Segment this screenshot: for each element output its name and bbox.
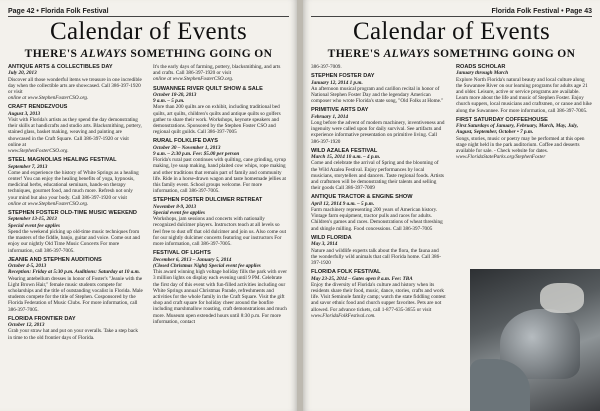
event-title: STEPHEN FOSTER DULCIMER RETREAT bbox=[153, 197, 263, 204]
event-title: FLORIDA FOLK FESTIVAL bbox=[311, 269, 381, 276]
event-description: Come and celebrate the arrival of Spring and the blooming of the Wild Azalea Festival. Enjoy performances by local musicians, storytellers and dancers. Taste regional foods. Artists and craftsmen will be demonstrating their talents and selling their goods Call 386-397-7009 bbox=[311, 160, 444, 192]
event-description: Nature and wildlife experts talk about the flora, the fauna and the wonderfully wild animals that call Florida home. Call 386-397-1920 bbox=[311, 247, 441, 266]
event-entry bbox=[153, 250, 288, 325]
event-link: www.FloridaStateParks.org/StephenFoster bbox=[456, 154, 546, 161]
event-entry bbox=[456, 64, 592, 114]
event-link: www.StephenFosterCSO.org. bbox=[8, 148, 69, 155]
event-description: Enjoy the diversity of Florida's culture and history when its residents share their food, music, dance, stories, crafts and work life. Visit Seminole family camp; watch the state fiddling contest and savor ethnic food and church supper favorites. Pets are not allowed. For advance tickets, call 1-877-635-3655 or visit bbox=[311, 281, 446, 313]
event-date: May 23-25, 2014 – Gates open 8 a.m. Fee: TBA bbox=[311, 275, 413, 282]
right-page-number: Florida Folk Festival • Page 43 bbox=[491, 8, 592, 15]
event-entry bbox=[153, 64, 288, 83]
event-entry bbox=[8, 64, 143, 101]
event-description: Come and experience the history of White Springs as a healing center! You can enjoy the healing benefits of yoga, hypnosis, medicinal herbs, educational seminars, hands-on therapy techniques, gourmet food, and much more. Refresh not only your mind but also your body. Call 386-397-1920 or visit bbox=[8, 169, 139, 201]
event-description: Wearing antebellum dresses in honor of Foster's "Jeanie with the Light Brown Hair," female music students compete for scholarships and the title of outstanding vocalist in Florida. Male students compete for the title of Stephen. Cosponsored by the Florida Federation of Music Clubs. For more information, call 386-397-7005. bbox=[8, 275, 143, 313]
event-title: FIRST SATURDAY COFFEEHOUSE bbox=[456, 116, 548, 123]
event-date-detail: Special event fee applies bbox=[153, 210, 206, 217]
event-title: WILD FLORIDA bbox=[311, 234, 352, 241]
event-title: RURAL FOLKLIFE DAYS bbox=[153, 138, 218, 145]
event-title: ANTIQUE ARTS & COLLECTIBLES DAY bbox=[8, 64, 113, 70]
event-title: PRIMITIVE ARTS DAY bbox=[311, 107, 369, 114]
event-date: September 13-15, 2013 bbox=[8, 216, 57, 223]
event-date-detail: 9 a.m. – 2:30 p.m. Fee: $5.00 per person bbox=[153, 151, 240, 158]
right-column-1 bbox=[311, 64, 446, 322]
event-title: FESTIVAL OF LIGHTS bbox=[153, 250, 211, 257]
event-entry bbox=[311, 73, 446, 104]
left-column-2 bbox=[153, 64, 288, 328]
event-title: JEANIE AND STEPHEN AUDITIONS bbox=[8, 256, 102, 263]
event-entry bbox=[311, 269, 446, 319]
right-column-2 bbox=[456, 64, 592, 163]
event-date: August 3, 2013 bbox=[8, 110, 41, 117]
event-date-detail: 9 a.m. – 5 p.m. bbox=[153, 98, 185, 105]
event-title: WILD AZALEA FESTIVAL bbox=[311, 147, 378, 154]
event-entry bbox=[311, 235, 446, 266]
event-description: It's the early days of farming, pottery, blacksmithing, and arts and crafts. Call 386-397-1920 or visit bbox=[153, 64, 281, 77]
event-description: Songs, stories, music or poetry may be performed at this open stage night held in the park auditorium. Coffee and desserts available for sale. - Check website for dates. bbox=[456, 135, 585, 155]
event-entry bbox=[153, 197, 288, 247]
event-entry bbox=[456, 117, 592, 161]
event-description: 386-397-7009. bbox=[311, 64, 342, 70]
right-page bbox=[303, 0, 600, 411]
event-date: April 12, 2014 9 a.m. – 5 p.m. bbox=[311, 200, 375, 207]
event-link: online at www.StephenFosterCSO.org. bbox=[8, 95, 89, 102]
event-date: May 3, 2014 bbox=[311, 241, 338, 248]
right-page-subtitle: THERE'S ALWAYS SOMETHING GOING ON bbox=[327, 48, 576, 60]
left-page-subtitle: THERE'S ALWAYS SOMETHING GOING ON bbox=[24, 48, 273, 60]
event-date: March 15, 2014 10 a.m. – 4 p.m. bbox=[311, 154, 381, 161]
event-entry bbox=[8, 157, 143, 207]
event-description: An afternoon musical program and carillon recital in honor of National Stephen Foster Day and the legendary American composer who wrote Florida's state song, "Old Folks at Home." bbox=[311, 85, 444, 105]
event-date: July 20, 2013 bbox=[8, 70, 37, 77]
event-title: STEPHEN FOSTER OLD-TIME MUSIC WEEKEND bbox=[8, 210, 137, 217]
event-title: ROADS SCHOLAR bbox=[456, 64, 506, 70]
event-title: ANTIQUE TRACTOR & ENGINE SHOW bbox=[311, 194, 413, 201]
event-description: Florida's rural past continues with quilting, cane grinding, syrup making, lye soap making, hand plaited cow whips, rope making and other traditions that remain part of family and community life. Ride in a horse-drawn wagon and taste homemade jellies at this family event. School groups welcome. For more information, call 386-397-7005. bbox=[153, 157, 286, 195]
event-entry bbox=[311, 64, 446, 70]
right-page-header bbox=[311, 4, 592, 17]
event-description: Long before the advent of modern machinery, inventiveness and ingenuity were called upon for daily survival. See artifacts and experience informative presentation on primitive living. Call 386-397-1920 bbox=[311, 120, 445, 145]
event-date-detail: (Closed Christmas Night) Special event fee applies bbox=[153, 262, 261, 269]
event-title: SUWANNEE RIVER QUILT SHOW & SALE bbox=[153, 85, 263, 92]
event-entry bbox=[8, 104, 143, 154]
event-description: Grab your straw hat and put on your overalls. Take a step back in time to the old frontier days of Florida. bbox=[8, 328, 138, 341]
event-title: CRAFT RENDEZVOUS bbox=[8, 104, 68, 111]
left-column-1 bbox=[8, 64, 143, 344]
event-date-detail: Special event fee applies bbox=[8, 222, 61, 229]
event-date: October 30 – November 1, 2013 bbox=[153, 144, 221, 151]
left-page bbox=[0, 0, 297, 411]
event-description: Workshops, jam sessions and concerts with nationally recognized dulcimer players. Instructors teach at all levels so feel free to dust off that old dulcimer and join us. Also come out for our nightly dulcimer concerts featuring our instructors For more information, call 386-397-7005. bbox=[153, 216, 287, 248]
left-page-number: Page 42 • Florida Folk Festival bbox=[8, 8, 109, 15]
event-entry bbox=[311, 107, 446, 144]
festival-photo bbox=[470, 269, 600, 411]
right-page-title: Calendar of Events bbox=[352, 18, 550, 45]
event-entry bbox=[153, 86, 288, 136]
event-description: More than 200 quilts are on exhibit, including traditional bed quilts, art quilts, children's quilts and antique quilts so golfers gather to share their work. Workshops, keynote speakers and demonstrations. Sponsored by the Stephen Foster CSO and regional quilt guilds. Call 386-397-7005 bbox=[153, 104, 281, 136]
event-date: January through March bbox=[456, 70, 509, 77]
event-entry bbox=[8, 316, 143, 341]
event-date: September 7, 2013 bbox=[8, 163, 48, 170]
event-description: Explore North Florida's natural beauty and local culture along the Suwannee River on our learning programs for adults age 21 and older. Leisure, active or service programs are available. Learn more about the life and music of Stephen Foster. Enjoy church suppers, local musicians and craftsmen, or canoe and hike along the Suwannee. For more information, call 386-397-7005. bbox=[456, 76, 592, 114]
event-description: Spend the weekend picking up old-time music techniques from the masters of the fiddle, banjo, guitar and voice. Come out and enjoy our nightly Old Time Music Concerts For more information, call 386-397-7005. bbox=[8, 228, 140, 254]
event-description: Farm machinery representing 200 years of American history. Vintage farm equipment, tractor pulls and races for adults. Children's games and races. Demonstrations of wheat threshing and shingle milling. Food concessions. Call 386-397-7005 bbox=[311, 207, 443, 232]
event-date: November 8-9, 2013 bbox=[153, 203, 197, 210]
event-date: January 12, 2014 1 p.m. bbox=[311, 79, 363, 86]
event-link: online at www.StephenFosterCSO.org. bbox=[153, 76, 234, 83]
event-link: www.FloridaFolkFestival.com. bbox=[311, 312, 376, 319]
event-date: October 12, 2013 bbox=[8, 322, 45, 329]
event-title: FLORIDA FRONTIER DAY bbox=[8, 315, 76, 322]
event-title: STEEL MAGNOLIAS HEALING FESTIVAL bbox=[8, 157, 117, 164]
event-date: October 18-20, 2013 bbox=[153, 92, 197, 99]
event-date: October 4-5, 2013 bbox=[8, 263, 47, 270]
event-entry bbox=[8, 257, 143, 313]
event-entry bbox=[311, 194, 446, 231]
event-title: STEPHEN FOSTER DAY bbox=[311, 73, 375, 80]
event-description: Discover all those wonderful items we treasure in one incredible day when the collectible arts are showcased. Call 386-397-1920 or visit bbox=[8, 76, 142, 96]
event-entry bbox=[153, 138, 288, 194]
event-entry bbox=[8, 210, 143, 254]
event-description: This award winning high voltage holiday fills the park with over 3 million lights on display each evening until 9 PM. Celebrate the first day of this event with fun-filled activities including our White Springs annual Christmas Parade, refreshments and activities for the whole family in the Craft Square. Visit the gift shop and craft square for holiday cheer around the bonfire including marshmallow roasting, craft demonstrations and much more. Museum open extended hours until 8:30 p.m. For more information, contact bbox=[153, 269, 287, 325]
left-page-header bbox=[8, 4, 289, 17]
photo-highlight bbox=[540, 283, 584, 313]
left-page-title: Calendar of Events bbox=[49, 18, 247, 45]
event-entry bbox=[311, 148, 446, 192]
event-link: online at www.StephenFosterCSO.org. bbox=[8, 200, 89, 207]
event-date: February 1, 2014 bbox=[311, 113, 349, 120]
event-date: First Saturdays of January, February, March, May, July, August, September, October • 7 p.m. bbox=[456, 123, 579, 136]
event-date-detail: Reception: Friday at 5:30 p.m. Auditions: Saturday at 10 a.m. bbox=[8, 269, 140, 276]
event-date: December 6, 2013 – January 5, 2014 bbox=[153, 256, 232, 263]
event-description: Visit with Florida's artists as they spend the day demonstrating their skills at handicrafts and studio arts. Blacksmithing, pottery, stained glass, basket making, weaving and painting are showcased in the Craft Square. Call 386-397-1920 or visit online at bbox=[8, 117, 142, 148]
